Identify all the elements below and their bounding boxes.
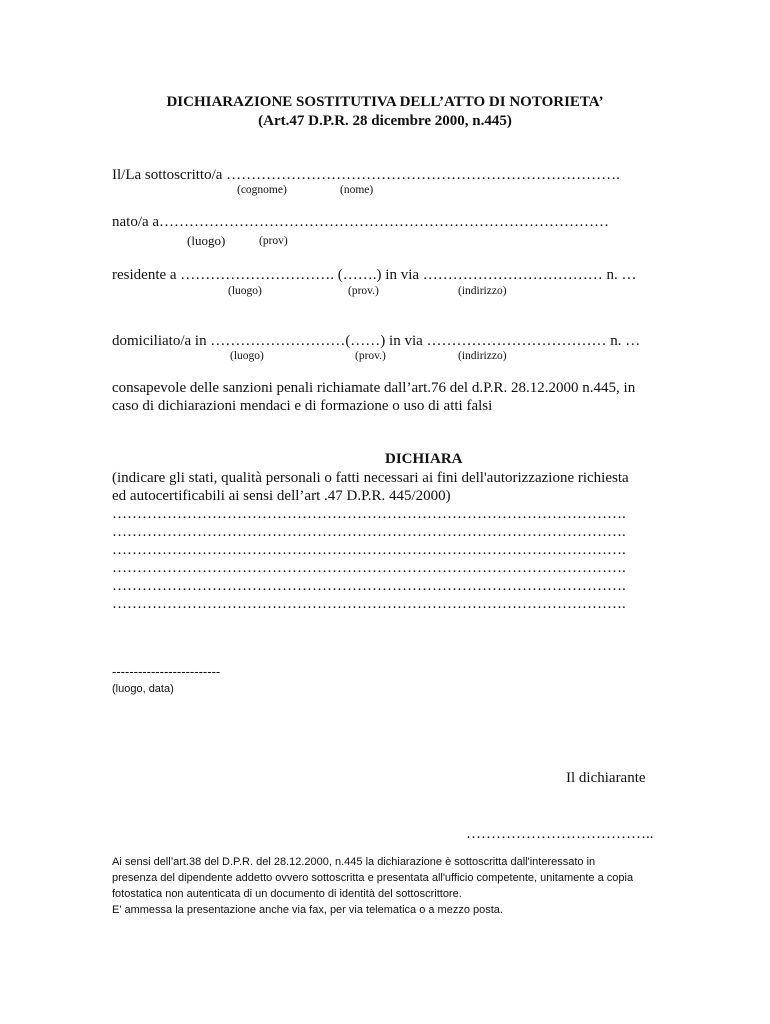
label-indirizzo-domicilio: (indirizzo) xyxy=(458,350,507,362)
document-subtitle: (Art.47 D.P.R. 28 dicembre 2000, n.445) xyxy=(258,113,512,129)
consapevole-line-1: consapevole delle sanzioni penali richiamate dall’art.76 del d.P.R. 28.12.2000 n.445, in xyxy=(112,380,636,396)
dichiarante-label: Il dichiarante xyxy=(566,770,646,786)
label-prov-residenza: (prov.) xyxy=(348,285,379,297)
footnote-line-4: E' ammessa la presentazione anche via fax, per via telematica o a mezzo posta. xyxy=(112,904,503,916)
consapevole-line-2: caso di dichiarazioni mendaci e di formazione o uso di atti falsi xyxy=(112,398,493,414)
label-indirizzo-residenza: (indirizzo) xyxy=(458,285,507,297)
nato-field: nato/a a……………………………………………………………………………… xyxy=(112,214,610,230)
luogo-data-line: ------------------------- xyxy=(112,664,221,679)
label-luogo-domicilio: (luogo) xyxy=(230,350,264,362)
dichiara-heading: DICHIARA xyxy=(385,451,463,467)
luogo-data-label: (luogo, data) xyxy=(112,683,174,695)
dichiara-dot-line: …………………………………………………………………………………………. xyxy=(112,596,626,612)
domiciliato-field: domiciliato/a in ………………………(……) in via ……………………………… n. … xyxy=(112,333,641,349)
dichiara-dot-line: …………………………………………………………………………………………. xyxy=(112,560,626,576)
dichiara-instruction-1: (indicare gli stati, qualità personali o fatti necessari ai fini dell'autorizzazione richiesta xyxy=(112,470,629,486)
footnote-line-2: presenza del dipendente addetto ovvero sottoscritta e presentata all'ufficio competente, unitamente a copia xyxy=(112,872,634,884)
residente-field: residente a …………………………. (…….) in via ……………………………… n. … xyxy=(112,267,637,283)
signature-line: ……………………………….. xyxy=(466,826,654,842)
dichiara-dot-line: …………………………………………………………………………………………. xyxy=(112,524,626,540)
label-cognome: (cognome) xyxy=(237,184,287,196)
dichiara-dot-line: …………………………………………………………………………………………. xyxy=(112,506,626,522)
dichiara-dot-line: …………………………………………………………………………………………. xyxy=(112,578,626,594)
footnote-line-1: Ai sensi dell’art.38 del D.P.R. del 28.12.2000, n.445 la dichiarazione è sottoscritta dall'interessato in xyxy=(112,856,596,868)
label-luogo-nascita: (luogo) xyxy=(187,233,226,248)
label-prov-domicilio: (prov.) xyxy=(355,350,386,362)
footnote-line-3: fotostatica non autenticata di un documento di identità del sottoscrittore. xyxy=(112,888,462,900)
label-luogo-residenza: (luogo) xyxy=(228,285,262,297)
dichiara-dot-line: …………………………………………………………………………………………. xyxy=(112,542,626,558)
sottoscritto-field: Il/La sottoscritto/a ……………………………………………………………………. xyxy=(112,167,620,183)
label-nome: (nome) xyxy=(340,184,374,196)
dichiara-instruction-2: ed autocertificabili ai sensi dell’art .47 D.P.R. 445/2000) xyxy=(112,488,451,504)
document-title: DICHIARAZIONE SOSTITUTIVA DELL’ATTO DI NOTORIETA’ xyxy=(166,94,604,110)
label-prov-nascita: (prov) xyxy=(259,235,288,247)
